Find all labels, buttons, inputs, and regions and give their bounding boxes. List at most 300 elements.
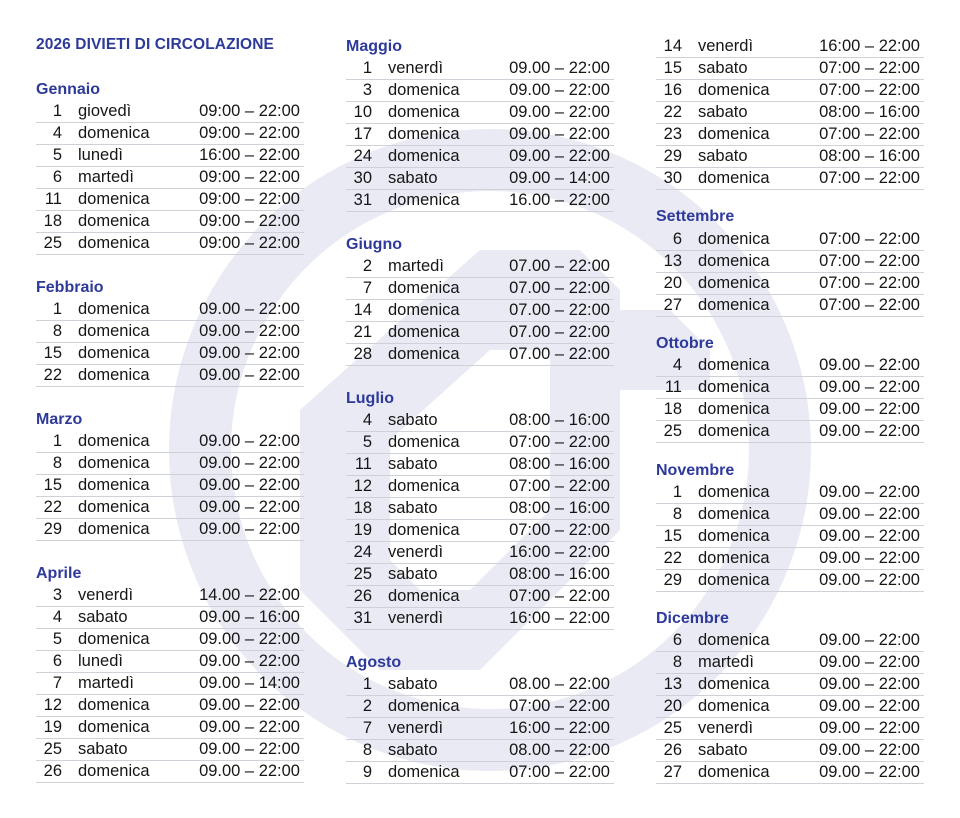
table-row <box>36 629 304 651</box>
day-number: 30 <box>353 169 372 187</box>
table-row <box>346 300 614 322</box>
day-number: 3 <box>362 81 372 99</box>
day-number: 14 <box>353 301 372 319</box>
time-range: 09.00 – 22:00 <box>509 81 610 99</box>
day-number: 17 <box>353 125 372 143</box>
time-range: 07:00 – 22:00 <box>819 81 920 99</box>
weekday: domenica <box>78 520 150 538</box>
table-row <box>346 102 614 124</box>
day-number: 4 <box>362 411 372 429</box>
weekday: domenica <box>698 81 770 99</box>
table-row <box>656 58 924 80</box>
weekday: domenica <box>78 696 150 714</box>
day-number: 8 <box>52 454 62 472</box>
table-row <box>36 519 304 541</box>
table-row <box>656 251 924 273</box>
month-title-novembre: Novembre <box>656 462 735 479</box>
time-range: 09:00 – 22:00 <box>199 102 300 120</box>
day-number: 6 <box>672 230 682 248</box>
time-range: 09.00 – 22:00 <box>509 125 610 143</box>
day-number: 27 <box>663 763 682 781</box>
weekday: domenica <box>698 230 770 248</box>
time-range: 09.00 – 14:00 <box>509 169 610 187</box>
day-number: 15 <box>43 344 62 362</box>
day-number: 22 <box>43 498 62 516</box>
time-range: 09.00 – 22:00 <box>819 483 920 501</box>
table-row <box>36 717 304 739</box>
time-range: 16.00 – 22:00 <box>509 191 610 209</box>
weekday: domenica <box>78 366 150 384</box>
weekday: domenica <box>698 274 770 292</box>
time-range: 09.00 – 22:00 <box>819 675 920 693</box>
time-range: 09:00 – 22:00 <box>199 190 300 208</box>
table-row <box>656 377 924 399</box>
time-range: 16:00 – 22:00 <box>509 719 610 737</box>
table-row <box>656 548 924 570</box>
weekday: lunedì <box>78 146 123 164</box>
time-range: 09.00 – 22:00 <box>199 476 300 494</box>
day-number: 8 <box>672 653 682 671</box>
table-row <box>346 168 614 190</box>
table-row <box>656 630 924 652</box>
time-range: 09.00 – 22:00 <box>819 719 920 737</box>
table-row <box>346 146 614 168</box>
table-row <box>346 80 614 102</box>
time-range: 07:00 – 22:00 <box>509 521 610 539</box>
weekday: domenica <box>78 234 150 252</box>
day-number: 18 <box>353 499 372 517</box>
time-range: 16:00 – 22:00 <box>819 37 920 55</box>
day-number: 29 <box>663 147 682 165</box>
time-range: 09.00 – 22:00 <box>509 147 610 165</box>
day-number: 15 <box>663 59 682 77</box>
month-table-febbraio <box>36 299 304 387</box>
month-title-febbraio: Febbraio <box>36 279 104 296</box>
time-range: 07.00 – 22:00 <box>509 279 610 297</box>
weekday: sabato <box>388 169 438 187</box>
table-row <box>346 58 614 80</box>
month-title-agosto: Agosto <box>346 654 402 671</box>
table-row <box>346 586 614 608</box>
day-number: 8 <box>672 505 682 523</box>
weekday: domenica <box>698 422 770 440</box>
weekday: domenica <box>698 675 770 693</box>
day-number: 13 <box>663 252 682 270</box>
day-number: 20 <box>663 274 682 292</box>
time-range: 07.00 – 22:00 <box>509 257 610 275</box>
weekday: sabato <box>698 59 748 77</box>
weekday: martedì <box>698 653 754 671</box>
time-range: 08:00 – 16:00 <box>819 103 920 121</box>
month-table-agosto <box>346 674 614 784</box>
day-number: 2 <box>362 257 372 275</box>
day-number: 7 <box>362 279 372 297</box>
table-row <box>656 355 924 377</box>
day-number: 20 <box>663 697 682 715</box>
month-title-giugno: Giugno <box>346 236 402 253</box>
time-range: 07:00 – 22:00 <box>819 230 920 248</box>
weekday: domenica <box>388 323 460 341</box>
time-range: 09.00 – 22:00 <box>819 697 920 715</box>
table-row <box>346 410 614 432</box>
table-row <box>346 454 614 476</box>
weekday: domenica <box>698 527 770 545</box>
time-range: 09.00 – 22:00 <box>199 630 300 648</box>
table-row <box>656 504 924 526</box>
table-row <box>36 431 304 453</box>
day-number: 2 <box>362 697 372 715</box>
table-row <box>656 652 924 674</box>
weekday: domenica <box>78 322 150 340</box>
time-range: 08:00 – 16:00 <box>509 411 610 429</box>
month-table-aprile <box>36 585 304 783</box>
time-range: 09.00 – 22:00 <box>819 400 920 418</box>
weekday: martedì <box>78 168 134 186</box>
time-range: 16:00 – 22:00 <box>509 543 610 561</box>
weekday: domenica <box>388 81 460 99</box>
time-range: 07.00 – 22:00 <box>509 301 610 319</box>
month-title-dicembre: Dicembre <box>656 610 729 627</box>
day-number: 1 <box>52 432 62 450</box>
weekday: venerdì <box>388 543 444 561</box>
table-row <box>346 608 614 630</box>
time-range: 09.00 – 22:00 <box>819 631 920 649</box>
day-number: 1 <box>362 675 372 693</box>
day-number: 11 <box>44 190 62 208</box>
time-range: 09.00 – 22:00 <box>199 322 300 340</box>
day-number: 12 <box>353 477 372 495</box>
time-range: 09.00 – 22:00 <box>819 571 920 589</box>
day-number: 25 <box>663 422 682 440</box>
day-number: 18 <box>663 400 682 418</box>
table-row <box>656 762 924 784</box>
day-number: 11 <box>354 455 372 473</box>
time-range: 09:00 – 22:00 <box>199 124 300 142</box>
time-range: 07:00 – 22:00 <box>819 296 920 314</box>
time-range: 09.00 – 22:00 <box>819 527 920 545</box>
time-range: 07:00 – 22:00 <box>819 169 920 187</box>
time-range: 08:00 – 16:00 <box>509 499 610 517</box>
weekday: sabato <box>698 741 748 759</box>
time-range: 09.00 – 22:00 <box>199 520 300 538</box>
table-row <box>656 526 924 548</box>
day-number: 18 <box>43 212 62 230</box>
weekday: domenica <box>388 103 460 121</box>
day-number: 24 <box>353 147 372 165</box>
table-row <box>346 432 614 454</box>
month-table-giugno <box>346 256 614 366</box>
table-row <box>346 190 614 212</box>
day-number: 6 <box>52 168 62 186</box>
time-range: 07.00 – 22:00 <box>509 323 610 341</box>
day-number: 19 <box>43 718 62 736</box>
weekday: domenica <box>388 345 460 363</box>
time-range: 09.00 – 22:00 <box>199 740 300 758</box>
weekday: domenica <box>388 477 460 495</box>
weekday: domenica <box>698 505 770 523</box>
weekday: martedì <box>388 257 444 275</box>
table-row <box>36 233 304 255</box>
table-row <box>346 542 614 564</box>
weekday: domenica <box>78 630 150 648</box>
day-number: 22 <box>663 549 682 567</box>
month-table-dicembre <box>656 630 924 784</box>
day-number: 9 <box>362 763 372 781</box>
day-number: 4 <box>52 608 62 626</box>
table-row <box>36 101 304 123</box>
weekday: venerdì <box>388 609 444 627</box>
table-row <box>36 673 304 695</box>
table-row <box>656 482 924 504</box>
day-number: 25 <box>353 565 372 583</box>
table-row <box>36 365 304 387</box>
weekday: domenica <box>388 587 460 605</box>
day-number: 4 <box>672 356 682 374</box>
day-number: 10 <box>353 103 372 121</box>
time-range: 07.00 – 22:00 <box>509 345 610 363</box>
time-range: 14.00 – 22:00 <box>199 586 300 604</box>
day-number: 8 <box>52 322 62 340</box>
time-range: 09.00 – 22:00 <box>199 432 300 450</box>
weekday: domenica <box>698 631 770 649</box>
weekday: domenica <box>698 400 770 418</box>
time-range: 09.00 – 16:00 <box>199 608 300 626</box>
table-row <box>656 229 924 251</box>
table-row <box>656 102 924 124</box>
time-range: 09:00 – 22:00 <box>199 212 300 230</box>
table-row <box>656 273 924 295</box>
time-range: 09.00 – 22:00 <box>819 505 920 523</box>
weekday: domenica <box>698 571 770 589</box>
weekday: sabato <box>388 411 438 429</box>
time-range: 07:00 – 22:00 <box>509 697 610 715</box>
weekday: sabato <box>78 608 128 626</box>
time-range: 08.00 – 22:00 <box>509 741 610 759</box>
table-row <box>36 475 304 497</box>
time-range: 09.00 – 22:00 <box>819 741 920 759</box>
month-title-luglio: Luglio <box>346 390 394 407</box>
day-number: 11 <box>664 378 682 396</box>
table-row <box>346 520 614 542</box>
weekday: domenica <box>78 498 150 516</box>
table-row <box>346 256 614 278</box>
table-row <box>656 718 924 740</box>
day-number: 26 <box>353 587 372 605</box>
table-row <box>36 343 304 365</box>
table-row <box>346 498 614 520</box>
time-range: 08:00 – 16:00 <box>819 147 920 165</box>
time-range: 07:00 – 22:00 <box>509 587 610 605</box>
time-range: 08.00 – 22:00 <box>509 675 610 693</box>
table-row <box>656 399 924 421</box>
day-number: 21 <box>353 323 372 341</box>
table-row <box>36 585 304 607</box>
table-row <box>656 740 924 762</box>
day-number: 25 <box>43 234 62 252</box>
time-range: 09.00 – 22:00 <box>819 356 920 374</box>
time-range: 09.00 – 22:00 <box>819 378 920 396</box>
table-row <box>36 145 304 167</box>
month-table-settembre <box>656 229 924 317</box>
day-number: 4 <box>52 124 62 142</box>
month-title-gennaio: Gennaio <box>36 81 101 98</box>
weekday: domenica <box>78 718 150 736</box>
table-row <box>36 299 304 321</box>
weekday: domenica <box>388 433 460 451</box>
month-table-gennaio <box>36 101 304 255</box>
day-number: 15 <box>663 527 682 545</box>
table-row <box>346 476 614 498</box>
month-title-marzo: Marzo <box>36 411 83 428</box>
weekday: domenica <box>698 252 770 270</box>
day-number: 8 <box>362 741 372 759</box>
day-number: 28 <box>353 345 372 363</box>
day-number: 5 <box>362 433 372 451</box>
table-row <box>36 739 304 761</box>
table-row <box>346 674 614 696</box>
month-table-marzo <box>36 431 304 541</box>
table-row <box>656 421 924 443</box>
time-range: 07:00 – 22:00 <box>509 763 610 781</box>
time-range: 16:00 – 22:00 <box>509 609 610 627</box>
day-number: 7 <box>362 719 372 737</box>
table-row <box>346 718 614 740</box>
day-number: 1 <box>52 102 62 120</box>
weekday: giovedì <box>78 102 132 120</box>
weekday: domenica <box>78 124 150 142</box>
time-range: 09.00 – 22:00 <box>199 696 300 714</box>
time-range: 09.00 – 22:00 <box>819 653 920 671</box>
time-range: 07:00 – 22:00 <box>819 125 920 143</box>
table-row <box>656 295 924 317</box>
day-number: 5 <box>52 146 62 164</box>
table-row <box>656 696 924 718</box>
day-number: 6 <box>52 652 62 670</box>
weekday: domenica <box>388 279 460 297</box>
time-range: 09.00 – 22:00 <box>199 762 300 780</box>
time-range: 07:00 – 22:00 <box>819 59 920 77</box>
day-number: 24 <box>353 543 372 561</box>
day-number: 30 <box>663 169 682 187</box>
time-range: 07:00 – 22:00 <box>509 433 610 451</box>
weekday: venerdì <box>698 37 754 55</box>
weekday: domenica <box>78 212 150 230</box>
day-number: 22 <box>43 366 62 384</box>
day-number: 23 <box>663 125 682 143</box>
time-range: 09.00 – 22:00 <box>819 549 920 567</box>
weekday: domenica <box>78 190 150 208</box>
time-range: 09.00 – 22:00 <box>199 718 300 736</box>
month-title-aprile: Aprile <box>36 565 82 582</box>
weekday: venerdì <box>388 59 444 77</box>
time-range: 09.00 – 22:00 <box>199 300 300 318</box>
time-range: 09.00 – 22:00 <box>199 344 300 362</box>
table-row <box>36 695 304 717</box>
month-title-maggio: Maggio <box>346 38 402 55</box>
day-number: 31 <box>353 191 372 209</box>
time-range: 09.00 – 22:00 <box>819 422 920 440</box>
table-row <box>36 123 304 145</box>
table-row <box>346 322 614 344</box>
weekday: sabato <box>388 455 438 473</box>
day-number: 19 <box>353 521 372 539</box>
table-row <box>346 696 614 718</box>
time-range: 09:00 – 22:00 <box>199 168 300 186</box>
table-row <box>656 674 924 696</box>
time-range: 09.00 – 22:00 <box>199 366 300 384</box>
day-number: 25 <box>663 719 682 737</box>
day-number: 31 <box>353 609 372 627</box>
month-table-luglio <box>346 410 614 630</box>
weekday: domenica <box>388 521 460 539</box>
weekday: sabato <box>78 740 128 758</box>
day-number: 26 <box>43 762 62 780</box>
table-row <box>346 124 614 146</box>
time-range: 08:00 – 16:00 <box>509 565 610 583</box>
day-number: 16 <box>663 81 682 99</box>
table-row <box>656 124 924 146</box>
weekday: domenica <box>698 356 770 374</box>
table-row <box>346 762 614 784</box>
weekday: sabato <box>698 147 748 165</box>
weekday: venerdì <box>698 719 754 737</box>
time-range: 09.00 – 22:00 <box>199 652 300 670</box>
table-row <box>36 211 304 233</box>
table-row <box>346 278 614 300</box>
weekday: sabato <box>388 675 438 693</box>
time-range: 09:00 – 22:00 <box>199 234 300 252</box>
table-row <box>656 168 924 190</box>
month-table-agosto-continued <box>656 36 924 190</box>
weekday: venerdì <box>78 586 134 604</box>
table-row <box>36 497 304 519</box>
weekday: domenica <box>388 301 460 319</box>
time-range: 09.00 – 22:00 <box>509 59 610 77</box>
weekday: domenica <box>78 432 150 450</box>
weekday: domenica <box>78 762 150 780</box>
weekday: domenica <box>388 147 460 165</box>
day-number: 12 <box>43 696 62 714</box>
weekday: sabato <box>388 499 438 517</box>
weekday: domenica <box>698 549 770 567</box>
table-row <box>656 80 924 102</box>
month-table-ottobre <box>656 355 924 443</box>
weekday: domenica <box>78 344 150 362</box>
weekday: venerdì <box>388 719 444 737</box>
time-range: 07:00 – 22:00 <box>819 274 920 292</box>
weekday: domenica <box>388 191 460 209</box>
weekday: sabato <box>698 103 748 121</box>
weekday: sabato <box>388 741 438 759</box>
day-number: 29 <box>663 571 682 589</box>
table-row <box>36 651 304 673</box>
weekday: domenica <box>78 454 150 472</box>
table-row <box>656 36 924 58</box>
day-number: 27 <box>663 296 682 314</box>
time-range: 07:00 – 22:00 <box>509 477 610 495</box>
weekday: domenica <box>698 483 770 501</box>
time-range: 08:00 – 16:00 <box>509 455 610 473</box>
table-row <box>36 761 304 783</box>
table-row <box>36 189 304 211</box>
time-range: 09.00 – 22:00 <box>509 103 610 121</box>
day-number: 22 <box>663 103 682 121</box>
day-number: 14 <box>663 37 682 55</box>
weekday: domenica <box>78 300 150 318</box>
day-number: 25 <box>43 740 62 758</box>
table-row <box>36 167 304 189</box>
weekday: domenica <box>388 697 460 715</box>
